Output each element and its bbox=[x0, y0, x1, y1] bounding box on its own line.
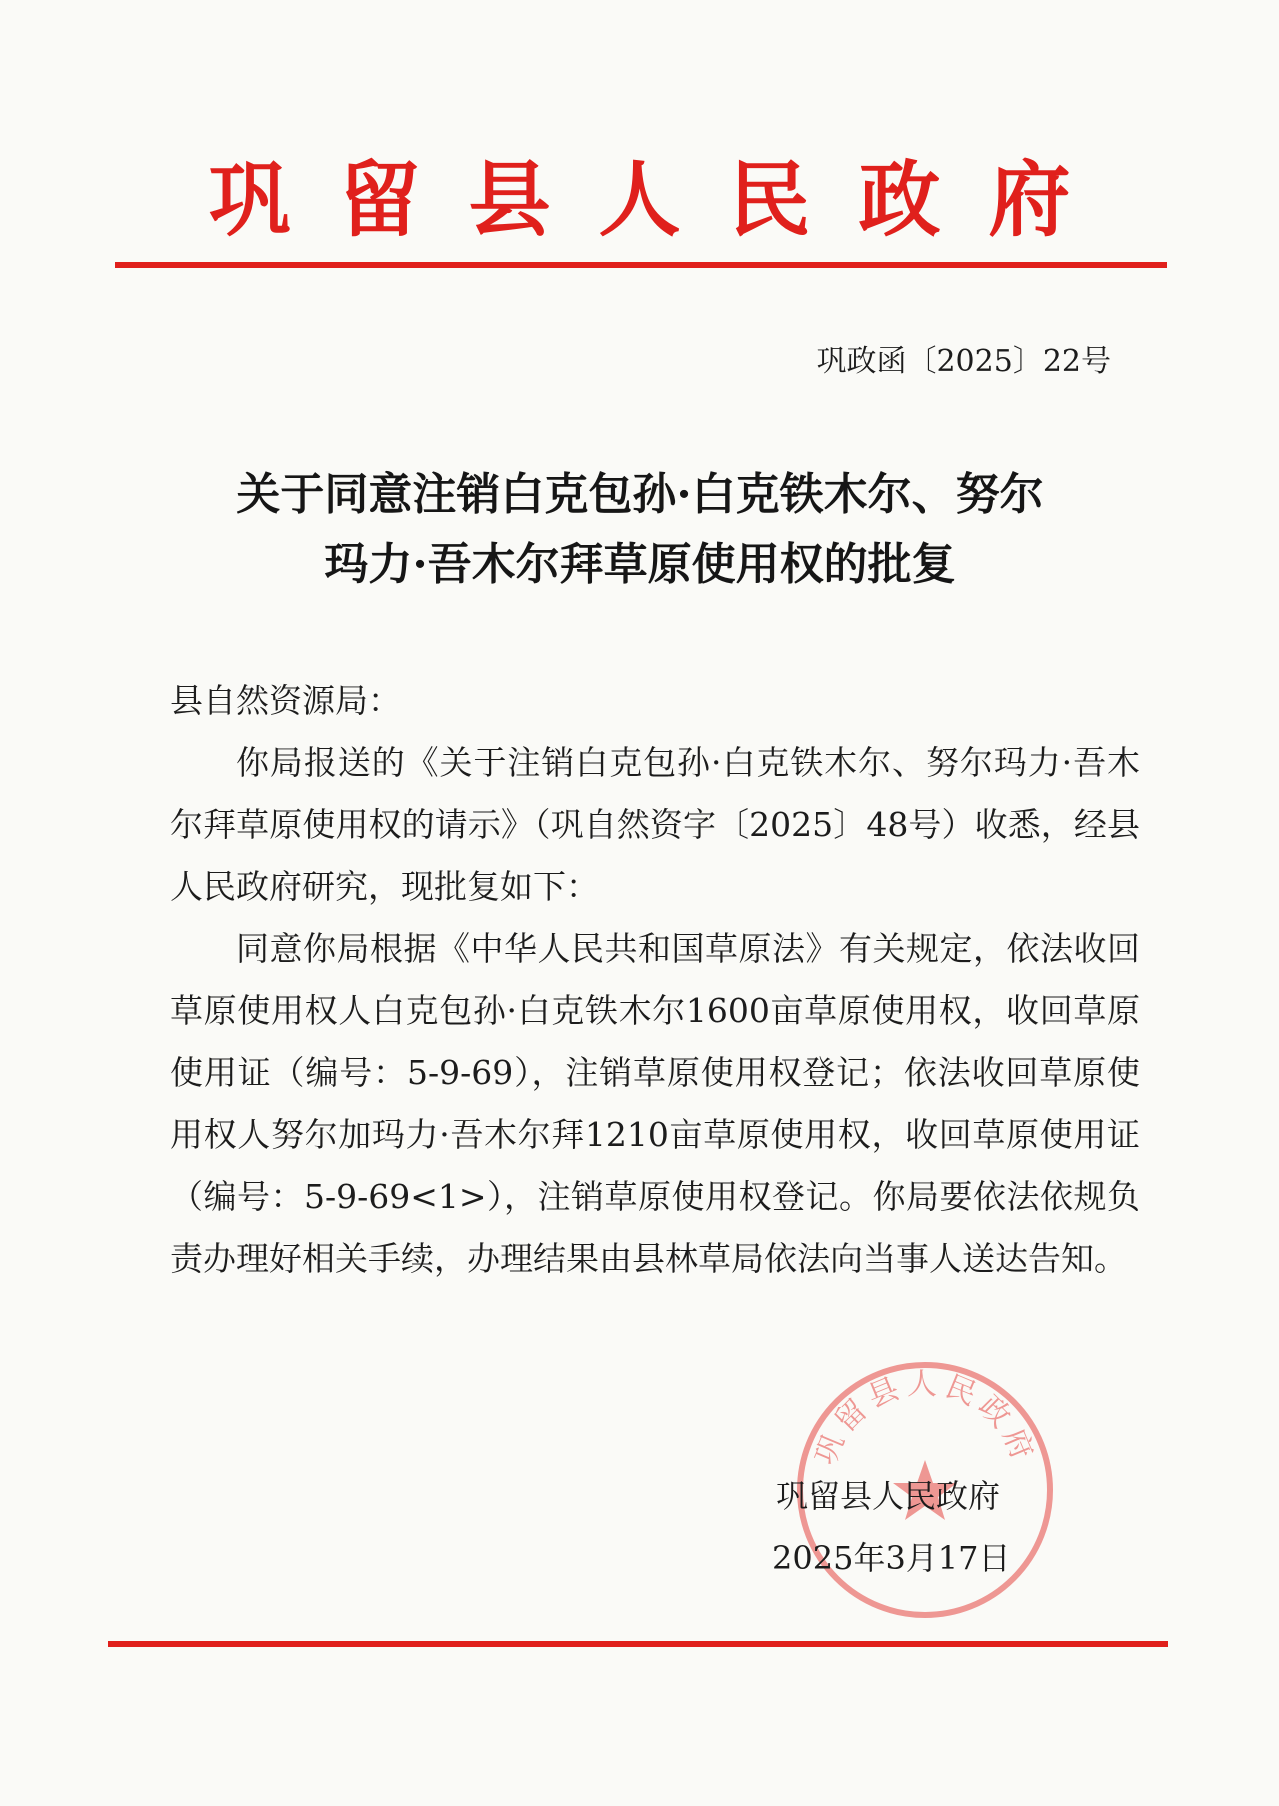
seal-text: 巩留县人民政府 bbox=[808, 1366, 1042, 1471]
signature-date: 2025年3月17日 bbox=[772, 1539, 1011, 1577]
document-title-line-2: 玛力·吾木尔拜草原使用权的批复 bbox=[324, 539, 956, 590]
header-red-rule bbox=[115, 262, 1167, 268]
signature-block bbox=[772, 1465, 1011, 1589]
document-body bbox=[170, 670, 1140, 1290]
footer-red-rule bbox=[108, 1641, 1168, 1647]
document-title-line-1: 关于同意注销白克包孙·白克铁木尔、努尔 bbox=[236, 469, 1044, 520]
addressee: 县自然资源局： bbox=[170, 681, 401, 720]
issuing-organization-header: 巩留县人民政府 bbox=[208, 152, 1119, 248]
document-title bbox=[150, 460, 1130, 600]
document-number: 巩政函〔2025〕22号 bbox=[816, 344, 1111, 379]
signature-organization: 巩留县人民政府 bbox=[776, 1477, 1001, 1515]
svg-text:巩留县人民政府 bbox=[808, 1367, 1042, 1470]
body-paragraph-1: 你局报送的《关于注销白克包孙·白克铁木尔、努尔玛力·吾木尔拜草原使用权的请示》（巩自然资字〔2025〕48号）收悉，经县人民政府研究，现批复如下： bbox=[170, 743, 1140, 906]
body-paragraph-2: 同意你局根据《中华人民共和国草原法》有关规定，依法收回草原使用权人白克包孙·白克铁木尔1600亩草原使用权，收回草原使用证（编号：5-9-69），注销草原使用权登记；依法收回草原使用权人努尔加玛力·吾木尔拜1210亩草原使用权，收回草原使用证（编号：5-9-69<1>），注销草原使用权登记。你局要依法依规负责办理好相关手续，办理结果由县林草局依法向当事人送达告知。 bbox=[170, 929, 1140, 1278]
